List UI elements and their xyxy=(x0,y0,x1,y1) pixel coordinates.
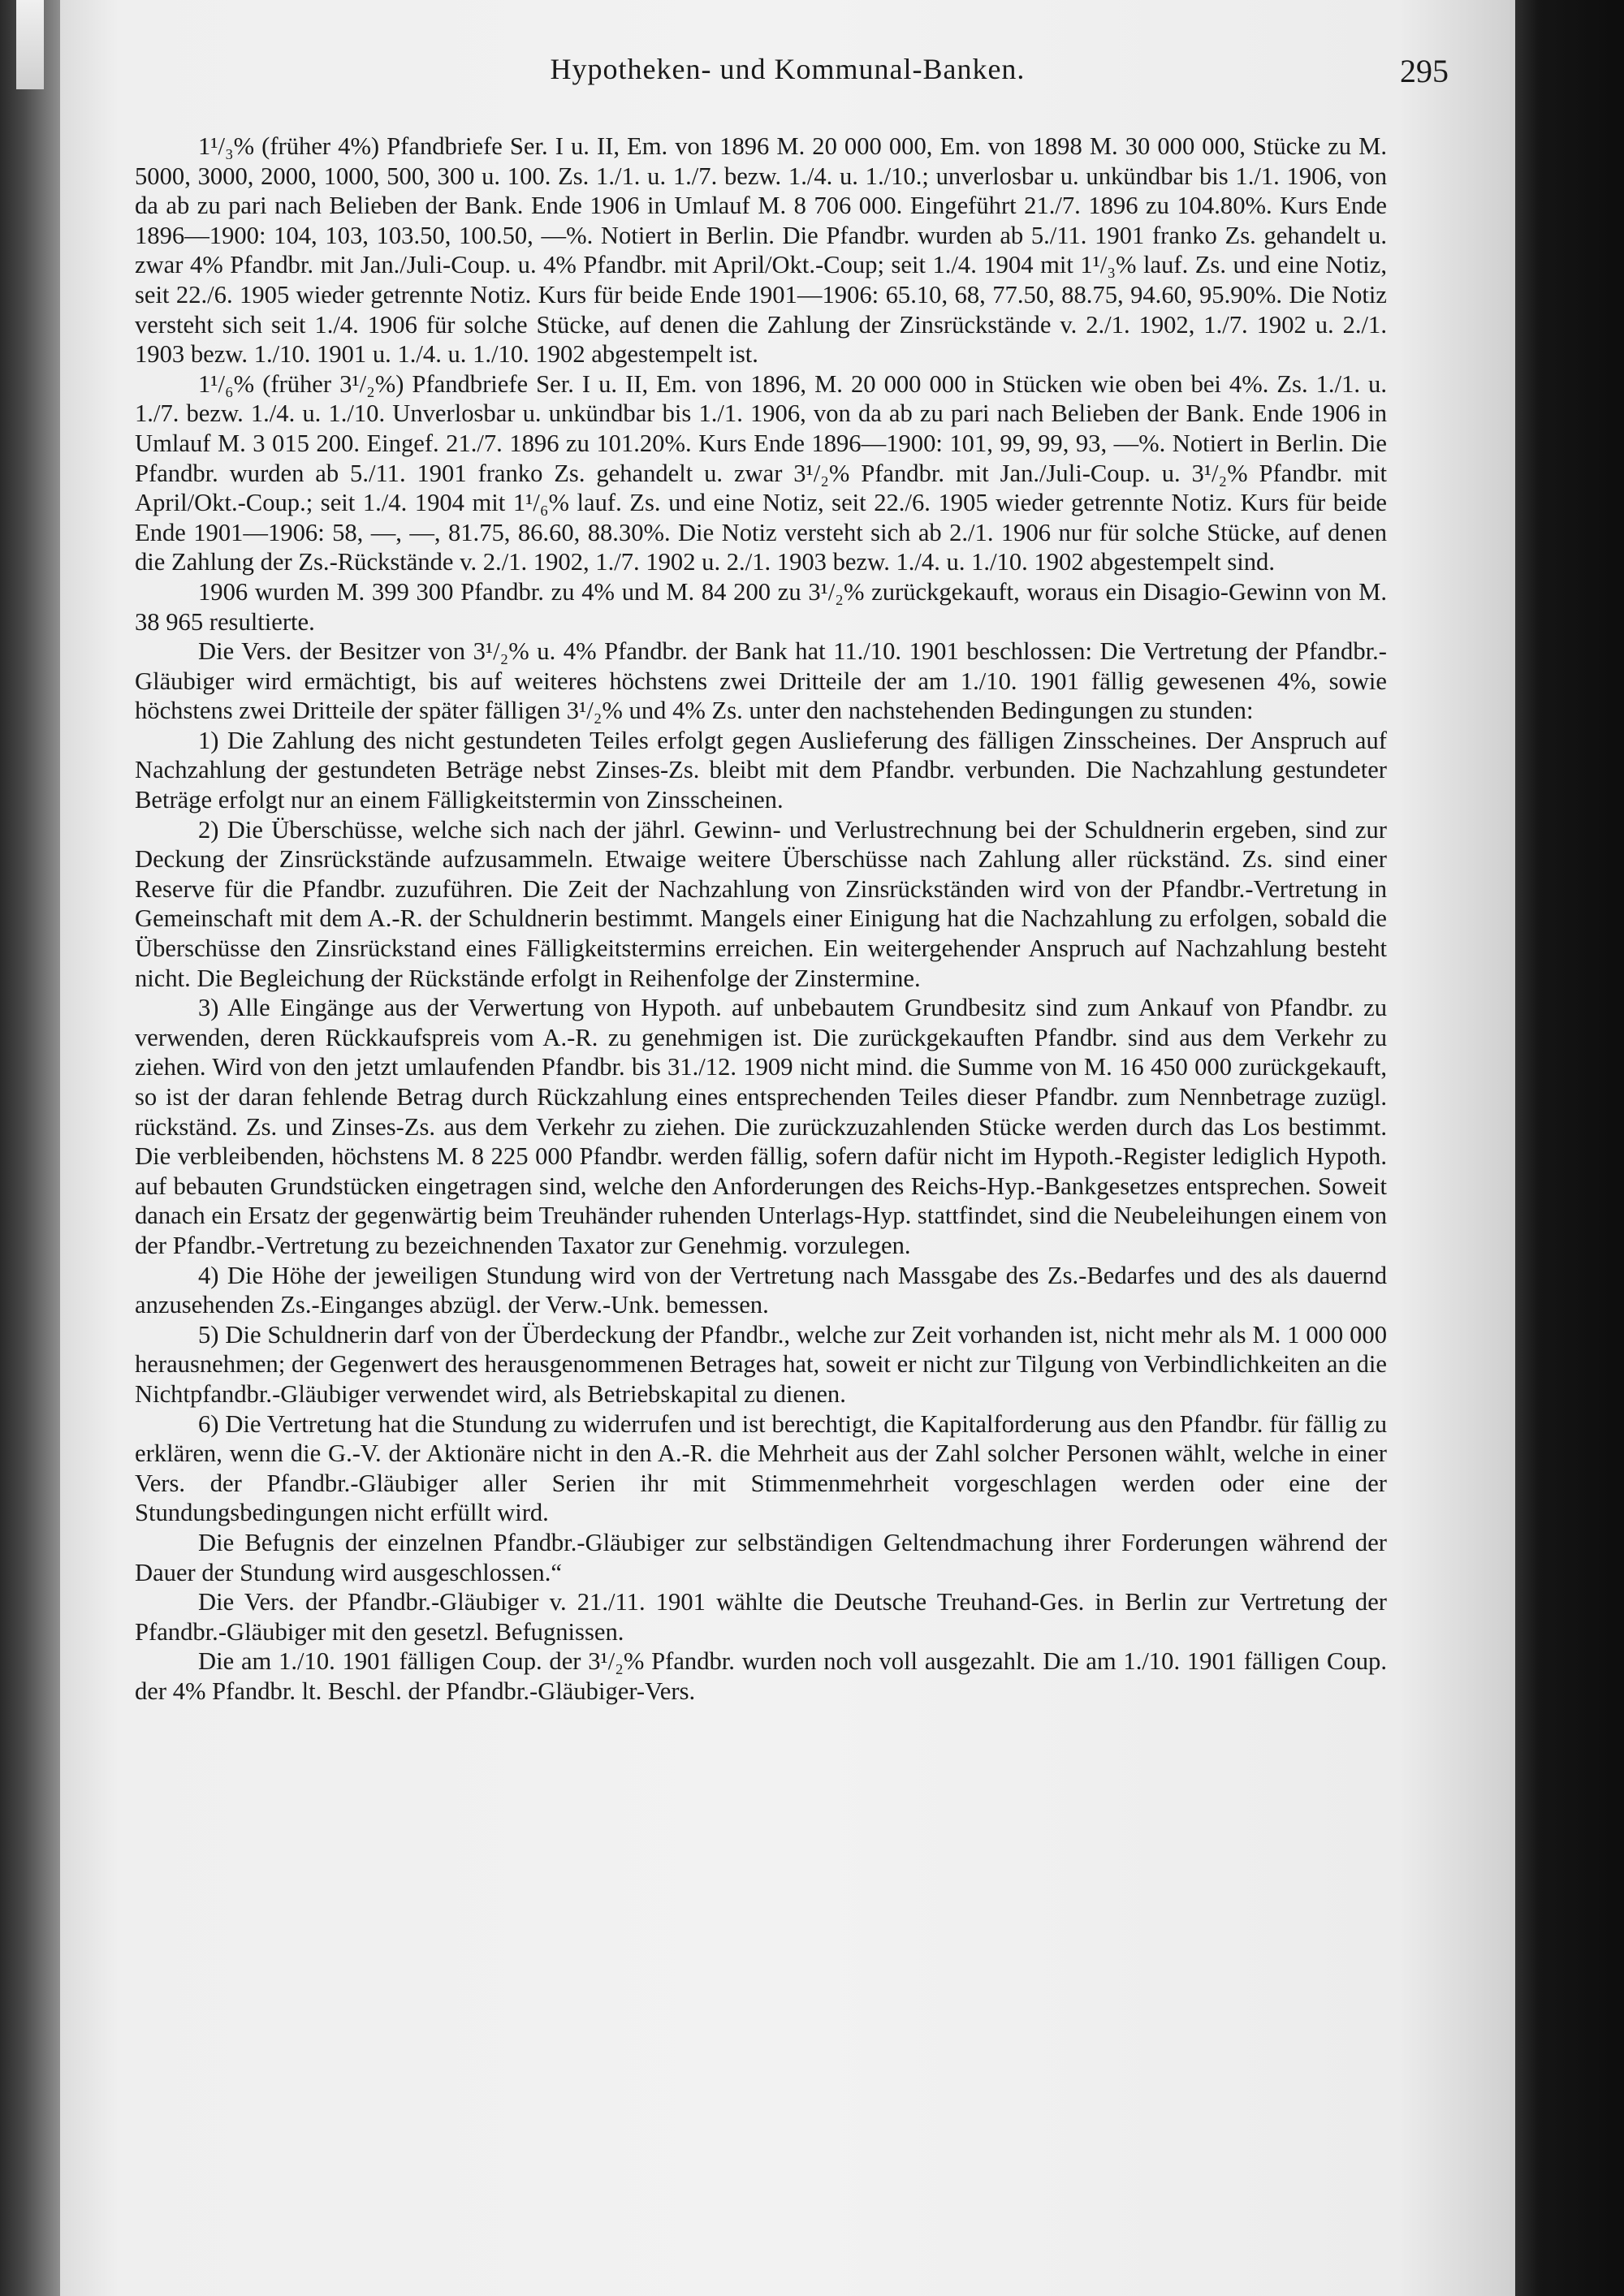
body-text xyxy=(135,132,1387,1706)
paragraph-bedingung-1: 1) Die Zahlung des nicht gestundeten Teiles erfolgt gegen Auslieferung des fälligen Zinsscheines. Der Anspruch auf Nachzahlung der gestundeten Beträge nebst Zinses-Zs. bleibt mit dem Pfandbr. verbunden. Die Nachzahlung gestundeter Beträge erfolgt nur an einem Fälligkeitstermin von Zinsscheinen. xyxy=(135,726,1387,814)
right-scan-border xyxy=(1502,0,1624,2296)
paragraph-bedingung-2: 2) Die Überschüsse, welche sich nach der jährl. Gewinn- und Verlustrechnung bei der Schuldnerin ergeben, sind zur Deckung der Zinsrückstände aufzusammeln. Etwaige weitere Überschüsse nach Zahlung aller rückständ. Zs. sind einer Reserve für die Pfandbr. zuzuführen. Die Zeit der Nachzahlung von Zinsrückständen wird von der Pfandbr.-Vertretung in Gemeinschaft mit dem A.-R. der Schuldnerin bestimmt. Mangels einer Einigung hat die Nachzahlung zu erfolgen, sobald die Überschüsse den Zinsrückstand eines Fälligkeitstermins erreichen. Ein weitergehender Anspruch auf Nachzahlung besteht nicht. Die Begleichung der Rückstände erfolgt in Reihenfolge der Zinstermine. xyxy=(135,815,1387,992)
paragraph-befugnis: Die Befugnis der einzelnen Pfandbr.-Gläubiger zur selbständigen Geltendmachung ihrer Forderungen während der Dauer der Stundung wird ausgeschlossen.“ xyxy=(135,1528,1387,1586)
paragraph-bedingung-4: 4) Die Höhe der jeweiligen Stundung wird von der Vertretung nach Massgabe des Zs.-Bedarfes und des als dauernd anzusehenden Zs.-Einganges abzügl. der Verw.-Unk. bemessen. xyxy=(135,1261,1387,1319)
paragraph-pfandbriefe-3-5pct: 1¹/₆% (früher 3¹/₂%) Pfandbriefe Ser. I u. II, Em. von 1896, M. 20 000 000 in Stücken wie oben bei 4%. Zs. 1./1. u. 1./7. bezw. 1./4. u. 1./10. Unverlosbar u. unkündbar bis 1./1. 1906, von da ab zu pari nach Belieben der Bank. Ende 1906 in Umlauf M. 3 015 200. Eingef. 21./7. 1896 zu 101.20%. Kurs Ende 1896—1900: 101, 99, 99, 93, —%. Notiert in Berlin. Die Pfandbr. wurden ab 5./11. 1901 franko Zs. gehandelt u. zwar 3¹/₂% Pfandbr. mit Jan./Juli-Coup. u. 3¹/₂% Pfandbr. mit April/Okt.-Coup.; seit 1./4. 1904 mit 1¹/₆% lauf. Zs. und eine Notiz, seit 22./6. 1905 wieder getrennte Notiz. Kurs für beide Ende 1901—1906: 58, —, —, 81.75, 86.60, 88.30%. Die Notiz versteht sich ab 2./1. 1906 nur für solche Stücke, auf denen die Zahlung der Zs.-Rückstände v. 2./1. 1902, 1./7. 1902 u. 2./1. 1903 bezw. 1./4. u. 1./10. 1902 abgestempelt sind. xyxy=(135,369,1387,576)
book-page xyxy=(60,0,1515,2296)
paragraph-bedingung-6: 6) Die Vertretung hat die Stundung zu widerrufen und ist berechtigt, die Kapitalforderung aus den Pfandbr. für fällig zu erklären, wenn die G.-V. der Aktionäre nicht in den A.-R. die Mehrheit aus der Zahl solcher Personen wählt, welche in einer Vers. der Pfandbr.-Gläubiger aller Serien ihr mit Stimmenmehrheit vorgeschlagen werden oder eine der Stundungsbedingungen nicht erfüllt wird. xyxy=(135,1409,1387,1527)
paragraph-bedingung-3: 3) Alle Eingänge aus der Verwertung von Hypoth. auf unbebautem Grundbesitz sind zum Ankauf von Pfandbr. zu verwenden, deren Rückkaufspreis vom A.-R. zu genehmigen ist. Die zurückgekauften Pfandbr. sind aus dem Verkehr zu ziehen. Wird von den jetzt umlaufenden Pfandbr. bis 31./12. 1909 nicht mind. die Summe von M. 16 450 000 zurückgekauft, so ist der daran fehlende Betrag durch Rückzahlung eines entsprechenden Teiles dieser Pfandbr. zum Nennbetrage zuzügl. rückständ. Zs. und Zinses-Zs. aus dem Verkehr zu ziehen. Die zurückzuzahlenden Stücke werden durch das Los bestimmt. Die verbleibenden, höchstens M. 8 225 000 Pfandbr. werden fällig, sofern dafür nicht im Hypoth.-Register lediglich Hypoth. auf bebauten Grundstücken eingetragen sind, welche den Anforderungen des Reichs-Hyp.-Bankgesetzes entsprechen. Soweit danach ein Ersatz der gegenwärtig beim Treuhänder ruhenden Unterlags-Hyp. stattfindet, sind die Neubeleihungen einem von der Pfandbr.-Vertretung zu bezeichnenden Taxator zur Genehmig. vorzulegen. xyxy=(135,994,1387,1259)
paragraph-bedingung-5: 5) Die Schuldnerin darf von der Überdeckung der Pfandbr., welche zur Zeit vorhanden ist, nicht mehr als M. 1 000 000 herausnehmen; der Gegenwert des herausgenommenen Betrages hat, soweit er nicht zur Tilgung von Verbindlichkeiten an die Nichtpfandbr.-Gläubiger verwendet wird, als Betriebskapital zu dienen. xyxy=(135,1320,1387,1408)
paragraph-pfandbriefe-4pct: 1¹/₃% (früher 4%) Pfandbriefe Ser. I u. II, Em. von 1896 M. 20 000 000, Em. von 1898 M. 30 000 000, Stücke zu M. 5000, 3000, 2000, 1000, 500, 300 u. 100. Zs. 1./1. u. 1./7. bezw. 1./4. u. 1./10.; unverlosbar u. unkündbar bis 1./1. 1906, von da ab zu pari nach Belieben der Bank. Ende 1906 in Umlauf M. 8 706 000. Eingeführt 21./7. 1896 zu 104.80%. Kurs Ende 1896—1900: 104, 103, 103.50, 100.50, —%. Notiert in Berlin. Die Pfandbr. wurden ab 5./11. 1901 franko Zs. gehandelt u. zwar 4% Pfandbr. mit Jan./Juli-Coup. u. 4% Pfandbr. mit April/Okt.-Coup; seit 1./4. 1904 mit 1¹/₃% lauf. Zs. und eine Notiz, seit 22./6. 1905 wieder getrennte Notiz. Kurs für beide Ende 1901—1906: 65.10, 68, 77.50, 88.75, 94.60, 95.90%. Die Notiz versteht sich seit 1./4. 1906 für solche Stücke, auf denen die Zahlung der Zinsrückstände v. 2./1. 1902, 1./7. 1902 u. 2./1. 1903 bezw. 1./10. 1901 u. 1./4. u. 1./10. 1902 abgestempelt ist. xyxy=(135,132,1387,369)
paragraph-treuhand: Die Vers. der Pfandbr.-Gläubiger v. 21./11. 1901 wählte die Deutsche Treuhand-Ges. in Berlin zur Vertretung der Pfandbr.-Gläubiger mit den gesetzl. Befugnissen. xyxy=(135,1588,1387,1646)
paragraph-coupons: Die am 1./10. 1901 fälligen Coup. der 3¹/₂% Pfandbr. wurden noch voll ausgezahlt. Die am 1./10. 1901 fälligen Coup. der 4% Pfandbr. lt. Beschl. der Pfandbr.-Gläubiger-Vers. xyxy=(135,1647,1387,1705)
running-title: Hypotheken- und Kommunal-Banken. xyxy=(550,53,1026,85)
left-binding-edge xyxy=(0,0,60,2296)
page-header xyxy=(60,52,1515,101)
page-number: 295 xyxy=(1400,53,1449,89)
paragraph-rueckkauf-1906: 1906 wurden M. 399 300 Pfandbr. zu 4% und M. 84 200 zu 3¹/₂% zurückgekauft, woraus ein Disagio-Gewinn von M. 38 965 resultierte. xyxy=(135,577,1387,636)
paragraph-versammlung-beschluss: Die Vers. der Besitzer von 3¹/₂% u. 4% Pfandbr. der Bank hat 11./10. 1901 beschlossen: Die Vertretung der Pfandbr.-Gläubiger wird ermächtigt, bis auf weiteres höchstens zwei Dritteile der am 1./10. 1901 fällig gewesenen 4%, sowie höchstens zwei Dritteile der später fälligen 3¹/₂% und 4% Zs. unter den nachstehenden Bedingungen zu stunden: xyxy=(135,637,1387,725)
